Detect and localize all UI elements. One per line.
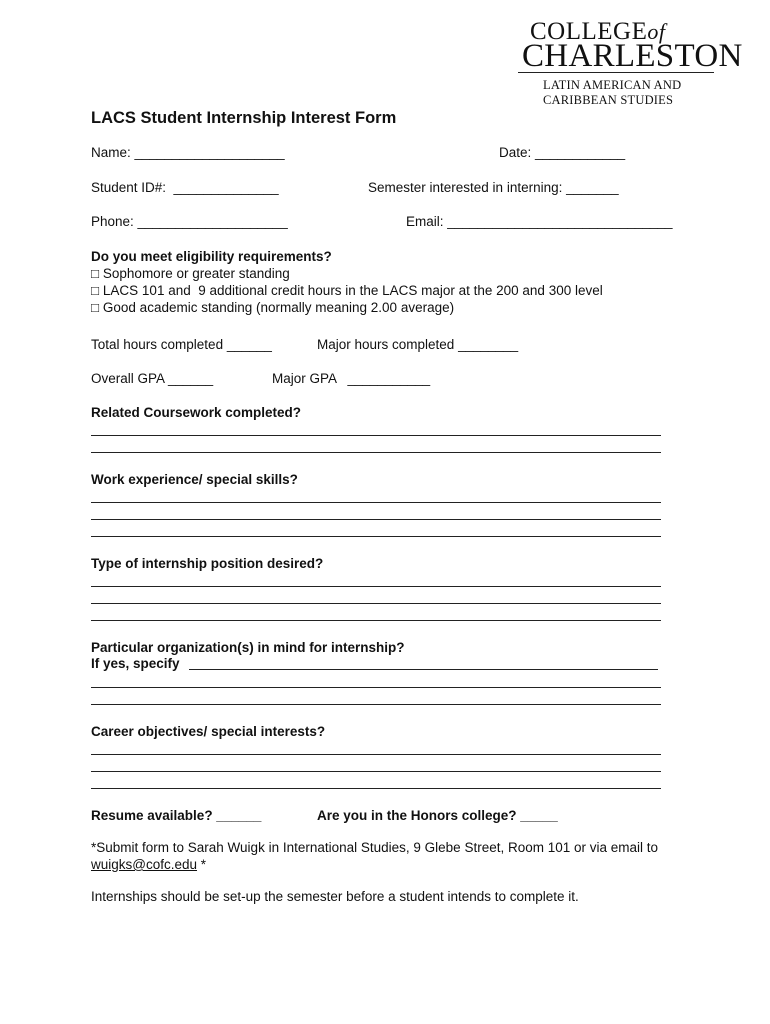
student-id-field[interactable]: Student ID#: ______________ (91, 180, 279, 195)
logo-line2: CHARLESTON (522, 38, 743, 74)
internship-note: Internships should be set-up the semester before a student intends to complete it. (91, 889, 579, 904)
coursework-heading: Related Coursework completed? (91, 405, 302, 420)
form-title: LACS Student Internship Interest Form (91, 109, 397, 127)
work-line-1[interactable] (91, 502, 661, 503)
major-hours-field[interactable]: Major hours completed ________ (317, 337, 519, 352)
resume-field[interactable]: Resume available? ______ (91, 808, 262, 823)
logo-sub2: CARIBBEAN STUDIES (543, 93, 674, 107)
submit-instructions: *Submit form to Sarah Wuigk in International Studies, 9 Glebe Street, Room 101 or via email to (91, 840, 659, 855)
career-heading: Career objectives/ special interests? (91, 724, 326, 739)
total-hours-field[interactable]: Total hours completed ______ (91, 337, 272, 352)
logo-line1: COLLEGEof (530, 18, 666, 45)
date-field[interactable]: Date: ____________ (499, 145, 626, 160)
career-line-2[interactable] (91, 771, 661, 772)
position-line-2[interactable] (91, 603, 661, 604)
phone-field[interactable]: Phone: ____________________ (91, 214, 288, 229)
logo-rule (518, 72, 714, 73)
major-gpa-field[interactable]: Major GPA ___________ (272, 371, 431, 386)
organization-line-2[interactable] (91, 704, 661, 705)
eligibility-item-academic-standing[interactable]: □ Good academic standing (normally meaning 2.00 average) (91, 300, 455, 315)
submit-email-line (91, 857, 206, 873)
position-line-3[interactable] (91, 620, 661, 621)
honors-field[interactable]: Are you in the Honors college? _____ (317, 808, 558, 823)
semester-field[interactable]: Semester interested in interning: _______ (368, 180, 619, 195)
work-experience-heading: Work experience/ special skills? (91, 472, 298, 487)
name-field[interactable]: Name: ____________________ (91, 145, 285, 160)
specify-label: If yes, specify (91, 656, 180, 671)
logo-sub1: LATIN AMERICAN AND (543, 78, 682, 92)
position-heading: Type of internship position desired? (91, 556, 324, 571)
organization-heading: Particular organization(s) in mind for internship? (91, 640, 405, 655)
work-line-3[interactable] (91, 536, 661, 537)
coursework-line-2[interactable] (91, 452, 661, 453)
career-line-3[interactable] (91, 788, 661, 789)
submit-email-link[interactable]: wuigks@cofc.edu (91, 857, 198, 872)
career-line-1[interactable] (91, 754, 661, 755)
eligibility-item-sophomore[interactable]: □ Sophomore or greater standing (91, 266, 290, 281)
eligibility-item-credit-hours[interactable]: □ LACS 101 and 9 additional credit hours in the LACS major at the 200 and 300 level (91, 283, 603, 298)
position-line-1[interactable] (91, 586, 661, 587)
specify-line[interactable] (189, 669, 658, 670)
organization-line-1[interactable] (91, 687, 661, 688)
coursework-line-1[interactable] (91, 435, 661, 436)
eligibility-heading: Do you meet eligibility requirements? (91, 249, 332, 264)
email-field[interactable]: Email: ______________________________ (406, 214, 673, 229)
overall-gpa-field[interactable]: Overall GPA ______ (91, 371, 214, 386)
submit-star: * (197, 857, 207, 872)
college-logo (518, 18, 743, 110)
work-line-2[interactable] (91, 519, 661, 520)
